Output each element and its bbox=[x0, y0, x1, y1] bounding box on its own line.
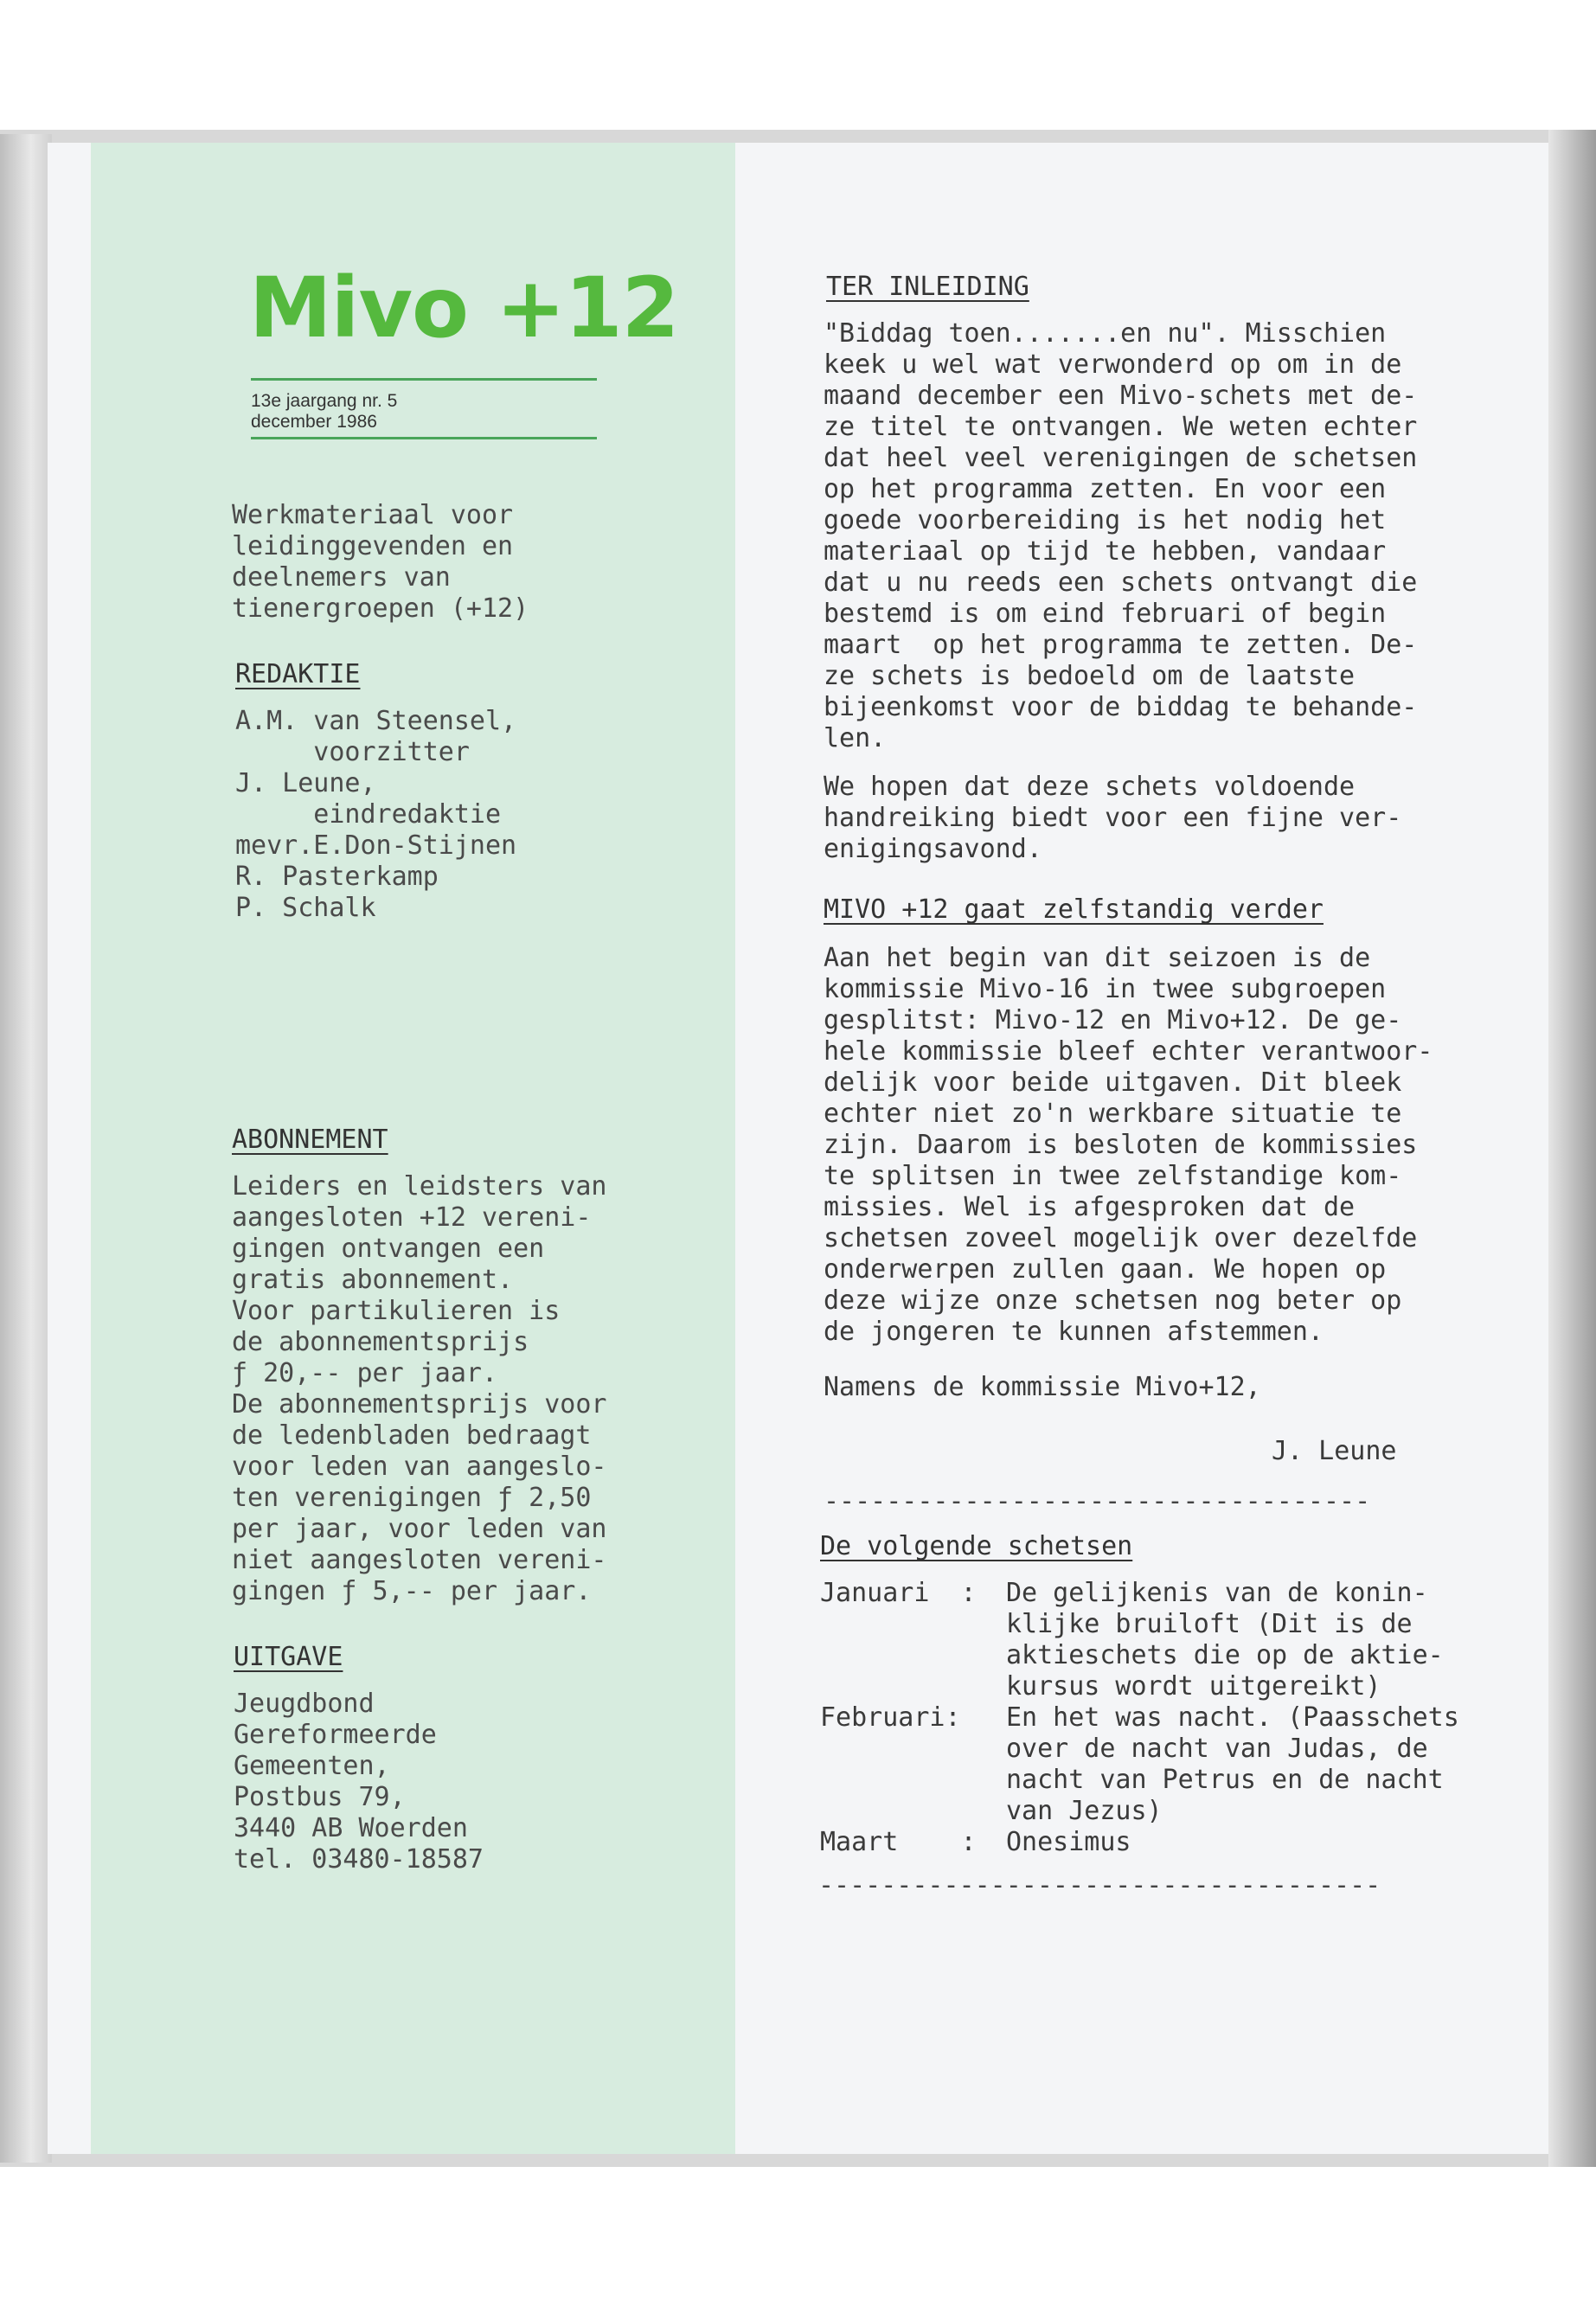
inleiding-paragraph-1: "Biddag toen.......en nu". Misschien keek u wel wat verwonderd op om in de maand december een Mivo-schets met de- ze titel te ontvangen. We weten echter dat heel veel verenigingen de schetsen op het programma zetten. En voor een goede voorbereiding is het nodig het materiaal op tijd te hebben, vandaar dat u nu reeds een schets ontvangt die bestemd is om eind februari of begin maart op het programma te zetten. De- ze schets is bedoeld om de laatste bijeenkomst voor de biddag te behande- len. bbox=[824, 318, 1418, 753]
schedule-label-februari: Februari: bbox=[820, 1702, 961, 1733]
logo-rule-bottom bbox=[251, 437, 597, 439]
issue-info bbox=[251, 391, 397, 433]
mivo-section-heading: MIVO +12 gaat zelfstandig verder bbox=[824, 894, 1324, 925]
inleiding-paragraph-2: We hopen dat deze schets voldoende handreiking biedt voor een fijne ver- enigingsavond. bbox=[824, 772, 1402, 864]
issue-volume: 13e jaargang nr. 5 bbox=[251, 391, 398, 411]
inleiding-heading: TER INLEIDING bbox=[826, 272, 1029, 302]
intro-text: Werkmateriaal voor leidinggevenden en deelnemers van tienergroepen (+12) bbox=[232, 500, 529, 624]
mivo-paragraph: Aan het begin van dit seizoen is de kommissie Mivo-16 in twee subgroepen gesplitst: Mivo-12 en Mivo+12. De ge- hele kommissie bleef echter verantwoor- delijk voor beide uitgaven. Dit bleek echter niet zo'n werkbare situatie te zijn. Daarom is besloten de kommissies te splitsen in twee zelfstandige kom- missies. Wel is afgesproken dat de schetsen zoveel mogelijk over dezelfde onderwerpen zullen gaan. We hopen op deze wijze onze schetsen nog beter op de jongeren te kunnen afstemmen. bbox=[824, 943, 1433, 1347]
mivo-closing: Namens de kommissie Mivo+12, bbox=[824, 1372, 1261, 1402]
schedule-label-maart: Maart : bbox=[820, 1827, 977, 1857]
logo-rule-top bbox=[251, 378, 597, 381]
abonnement-text: Leiders en leidsters van aangesloten +12 vereni- gingen ontvangen een gratis abonnement. Voor partikulieren is de abonnementsprijs ƒ 20,-- per jaar. De abonnementsprijs voor de ledenbladen bedraagt voor leden van aangeslo- ten verenigingen ƒ 2,50 per jaar, voor leden van niet aangesloten vereni- gingen ƒ 5,-- per jaar. bbox=[232, 1171, 607, 1606]
page-edge-shadow bbox=[1548, 130, 1596, 2167]
schedule-text-februari: En het was nacht. (Paasschets over de nacht van Judas, de nacht van Petrus en de nacht van Jezus) bbox=[1006, 1702, 1459, 1826]
signature: J. Leune bbox=[1272, 1436, 1397, 1466]
schedule-text-januari: De gelijkenis van de konin- klijke bruiloft (Dit is de aktieschets die op de aktie- kursus wordt uitgereikt) bbox=[1006, 1578, 1444, 1702]
schedule-label-januari: Januari : bbox=[820, 1578, 977, 1608]
magazine-logo: Mivo +12 bbox=[249, 260, 679, 356]
abonnement-heading: ABONNEMENT bbox=[232, 1125, 388, 1155]
uitgave-address: Jeugdbond Gereformeerde Gemeenten, Postbus 79, 3440 AB Woerden tel. 03480-18587 bbox=[234, 1689, 484, 1875]
volgende-schetsen-heading: De volgende schetsen bbox=[820, 1531, 1133, 1561]
divider-top: ----------------------------------- bbox=[824, 1486, 1371, 1516]
redaktie-heading: REDAKTIE bbox=[235, 659, 361, 689]
divider-bottom: ------------------------------------ bbox=[818, 1870, 1381, 1900]
book-spine-edge bbox=[0, 134, 52, 2163]
issue-date: december 1986 bbox=[251, 412, 377, 432]
redaktie-list: A.M. van Steensel, voorzitter J. Leune, eindredaktie mevr.E.Don-Stijnen R. Pasterkamp P. Schalk bbox=[235, 706, 517, 923]
uitgave-heading: UITGAVE bbox=[234, 1642, 343, 1672]
schedule-text-maart: Onesimus bbox=[1006, 1827, 1131, 1857]
